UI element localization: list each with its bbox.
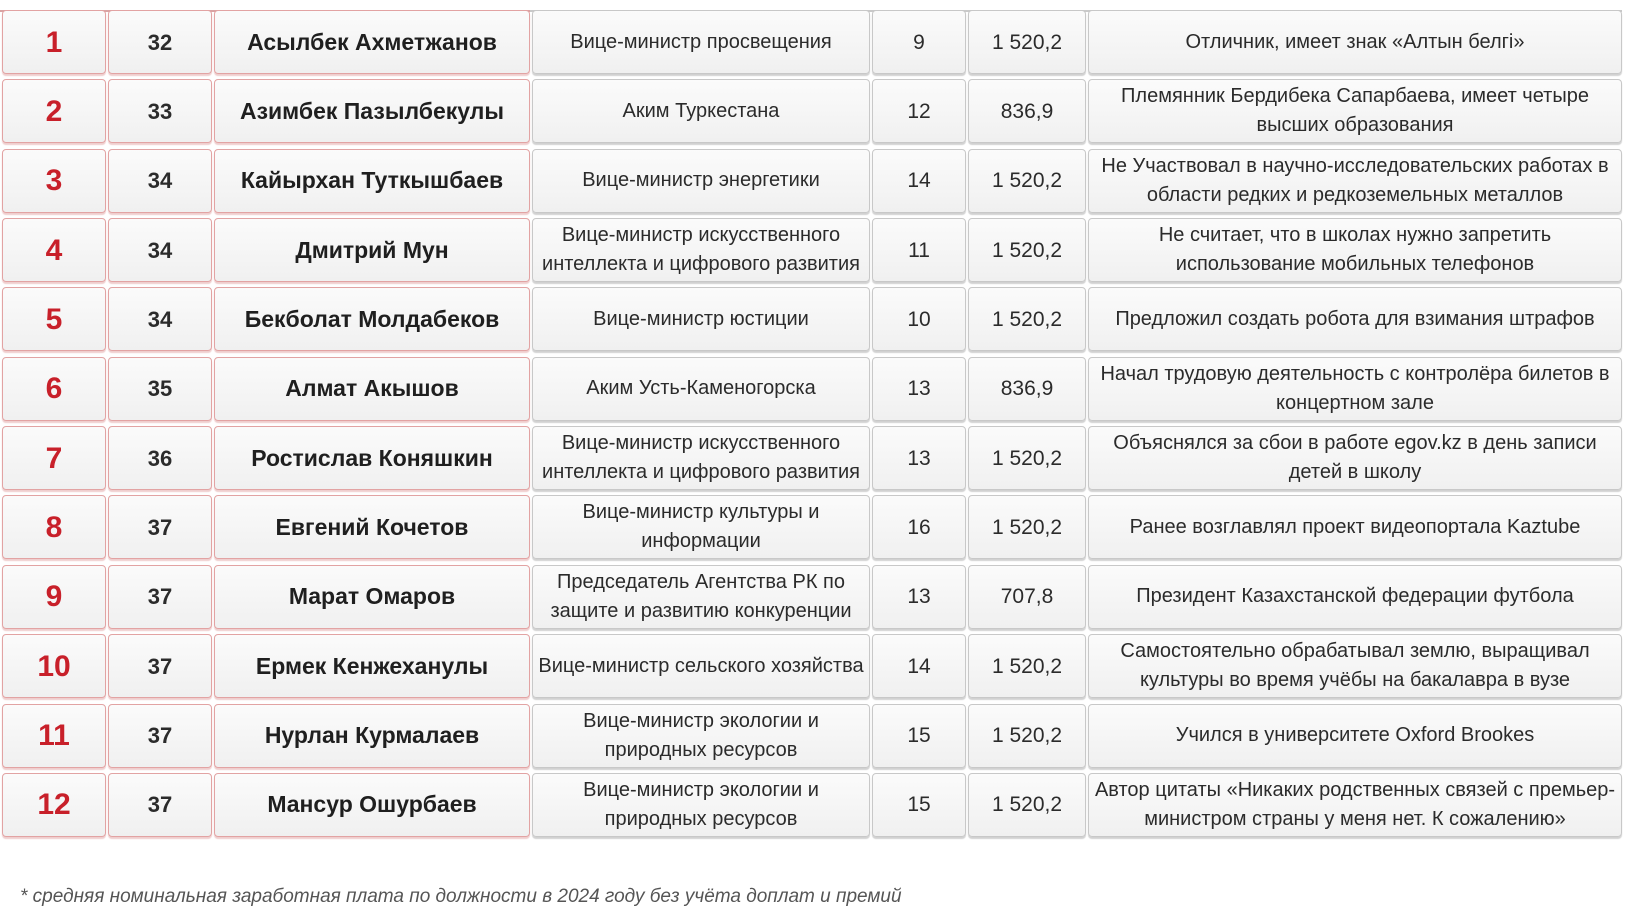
post-cell: [532, 426, 870, 490]
years-cell: [872, 287, 966, 351]
table-row: [0, 7, 1622, 80]
name-text: Азимбек Пазылбекулы: [239, 97, 505, 124]
note-cell: [1088, 495, 1622, 559]
salary-cell: [968, 79, 1086, 143]
note-cell: [1088, 426, 1622, 490]
age-cell: [108, 773, 212, 837]
rank-cell: [2, 565, 106, 629]
age-cell: [108, 426, 212, 490]
post-text: Аким Усть-Каменогорска: [586, 377, 816, 400]
post-cell: [532, 704, 870, 768]
years-cell: [872, 79, 966, 143]
post-text: Вице-министр сельского хозяйства: [538, 654, 864, 677]
salary-cell: [968, 10, 1086, 74]
note-cell: [1088, 634, 1622, 698]
note-cell: [1088, 704, 1622, 768]
table-row: [0, 284, 1622, 357]
note-text: Самостоятельно обрабатывал землю, выращивал культуры во время учёбы на бакалавра в вузе: [1120, 640, 1590, 692]
table-row: [0, 215, 1622, 288]
name-cell: [214, 357, 530, 421]
salary-text: 1 520,2: [991, 654, 1063, 678]
note-text: Учился в университете Oxford Brookes: [1175, 724, 1535, 746]
note-text: Предложил создать робота для взимания штрафов: [1115, 307, 1595, 330]
age-text: 37: [147, 792, 173, 818]
years-text: 9: [913, 30, 925, 54]
note-cell: [1088, 79, 1622, 143]
table-row: [0, 354, 1622, 427]
footnote: * средняя номинальная заработная плата по должности в 2024 году без учёта доплат и премий: [20, 886, 902, 907]
name-text: Ростислав Коняшкин: [251, 444, 493, 471]
years-text: 14: [907, 169, 931, 193]
name-text: Мансур Ошурбаев: [267, 791, 477, 818]
years-cell: [872, 426, 966, 490]
age-text: 37: [147, 584, 173, 610]
post-cell: [532, 357, 870, 421]
name-text: Асылбек Ахметжанов: [247, 28, 497, 55]
salary-text: 1 520,2: [991, 724, 1063, 747]
name-text: Дмитрий Мун: [295, 236, 449, 263]
post-text: Вице-министр искусственного интеллекта и цифрового развития: [542, 224, 860, 276]
salary-cell: [968, 426, 1086, 490]
note-cell: [1088, 149, 1622, 213]
name-text: Кайырхан Туткышбаев: [240, 167, 504, 194]
age-text: 37: [147, 514, 173, 540]
note-text: Ранее возглавлял проект видеопортала Kaztube: [1129, 515, 1581, 538]
age-text: 34: [147, 306, 173, 332]
age-text: 36: [147, 445, 173, 471]
note-text: Не Участвовал в научно-исследовательских работах в области редких и редкоземельных металлов: [1101, 154, 1609, 206]
post-text: Вице-министр искусственного интеллекта и цифрового развития: [542, 432, 860, 484]
salary-cell: [968, 218, 1086, 282]
age-cell: [108, 79, 212, 143]
note-text: Не считает, что в школах нужно запретить использование мобильных телефонов: [1158, 224, 1552, 276]
rank-cell: [2, 773, 106, 837]
rank-cell: [2, 218, 106, 282]
name-text: Бекболат Молдабеков: [244, 305, 500, 332]
age-cell: [108, 357, 212, 421]
rank-cell: [2, 495, 106, 559]
note-text: Президент Казахстанской федерации футбола: [1136, 585, 1574, 608]
rank-cell: [2, 426, 106, 490]
salary-text: 836,9: [1000, 377, 1054, 401]
rank-text: 1: [45, 25, 63, 59]
name-text: Алмат Акышов: [285, 375, 459, 402]
name-cell: [214, 79, 530, 143]
rank-text: 8: [45, 510, 63, 544]
age-text: 35: [147, 376, 173, 402]
note-text: Автор цитаты «Никаких родственных связей с премьер-министром страны у меня нет. К сожалению»: [1094, 778, 1616, 830]
age-text: 34: [147, 237, 173, 263]
name-cell: [214, 218, 530, 282]
note-text: Объяснялся за сбои в работе egov.kz в день записи детей в школу: [1113, 432, 1597, 484]
years-text: 11: [908, 238, 930, 262]
salary-text: 707,8: [1000, 585, 1054, 609]
salary-text: 1 520,2: [991, 515, 1063, 539]
table-row: [0, 701, 1622, 774]
post-cell: [532, 495, 870, 559]
salary-cell: [968, 565, 1086, 629]
table-row: [0, 770, 1622, 843]
rank-text: 10: [37, 649, 71, 683]
name-text: Нурлан Курмалаев: [264, 722, 480, 748]
rank-cell: [2, 10, 106, 74]
post-text: Аким Туркестана: [622, 99, 780, 122]
post-cell: [532, 79, 870, 143]
post-cell: [532, 149, 870, 213]
salary-cell: [968, 704, 1086, 768]
years-cell: [872, 773, 966, 837]
salary-cell: [968, 495, 1086, 559]
rank-text: 5: [45, 302, 63, 336]
name-text: Ермек Кенжеханулы: [255, 652, 489, 679]
years-cell: [872, 357, 966, 421]
post-text: Вице-министр просвещения: [570, 30, 832, 53]
table-row: [0, 492, 1622, 565]
note-text: Племянник Бердибека Сапарбаева, имеет четыре высших образования: [1121, 85, 1589, 137]
age-text: 33: [147, 98, 173, 124]
post-cell: [532, 565, 870, 629]
salary-cell: [968, 773, 1086, 837]
table-row: [0, 562, 1622, 635]
years-text: 15: [907, 724, 931, 747]
rank-text: 3: [45, 164, 63, 198]
years-cell: [872, 149, 966, 213]
age-text: 37: [147, 653, 173, 679]
years-text: 10: [907, 307, 931, 331]
salary-text: 1 520,2: [991, 30, 1063, 54]
name-cell: [214, 10, 530, 74]
rank-text: 2: [45, 94, 63, 128]
table-row: [0, 146, 1622, 219]
age-text: 37: [147, 723, 173, 748]
name-cell: [214, 634, 530, 698]
post-cell: [532, 218, 870, 282]
name-text: Марат Омаров: [288, 583, 456, 610]
age-cell: [108, 218, 212, 282]
note-cell: [1088, 565, 1622, 629]
name-cell: [214, 426, 530, 490]
years-text: 13: [907, 446, 931, 470]
age-cell: [108, 634, 212, 698]
rank-cell: [2, 149, 106, 213]
years-text: 15: [907, 793, 931, 817]
name-cell: [214, 704, 530, 768]
note-cell: [1088, 357, 1622, 421]
age-text: 34: [147, 168, 173, 194]
salary-text: 1 520,2: [991, 169, 1063, 193]
rank-text: 11: [38, 719, 70, 752]
rank-text: 9: [45, 580, 63, 614]
years-cell: [872, 704, 966, 768]
rank-text: 4: [45, 233, 63, 267]
post-cell: [532, 634, 870, 698]
note-cell: [1088, 10, 1622, 74]
years-text: 12: [907, 99, 931, 123]
rank-text: 6: [45, 372, 63, 406]
years-cell: [872, 495, 966, 559]
salary-text: 1 520,2: [991, 307, 1063, 331]
name-cell: [214, 149, 530, 213]
post-text: Вице-министр энергетики: [582, 169, 820, 192]
age-cell: [108, 287, 212, 351]
salary-text: 1 520,2: [991, 793, 1063, 817]
age-text: 32: [147, 29, 173, 55]
note-text: Начал трудовую деятельность с контролёра билетов в концертном зале: [1100, 362, 1610, 414]
name-cell: [214, 287, 530, 351]
post-cell: [532, 10, 870, 74]
salary-cell: [968, 357, 1086, 421]
name-text: Евгений Кочетов: [275, 513, 469, 540]
salary-cell: [968, 287, 1086, 351]
rank-cell: [2, 357, 106, 421]
rank-cell: [2, 287, 106, 351]
years-cell: [872, 565, 966, 629]
note-text: Отличник, имеет знак «Алтын белгі»: [1185, 30, 1525, 53]
post-text: Вице-министр экологии и природных ресурсов: [583, 709, 819, 761]
age-cell: [108, 565, 212, 629]
age-cell: [108, 495, 212, 559]
name-cell: [214, 495, 530, 559]
years-cell: [872, 634, 966, 698]
name-cell: [214, 773, 530, 837]
rank-cell: [2, 634, 106, 698]
age-cell: [108, 10, 212, 74]
years-text: 14: [907, 654, 931, 678]
salary-text: 1 520,2: [991, 238, 1063, 262]
years-text: 13: [907, 585, 931, 609]
rank-text: 7: [45, 441, 63, 475]
years-text: 13: [907, 377, 931, 401]
years-text: 16: [907, 515, 931, 539]
salary-cell: [968, 634, 1086, 698]
note-cell: [1088, 773, 1622, 837]
rank-text: 12: [37, 788, 71, 822]
rank-cell: [2, 704, 106, 768]
note-cell: [1088, 218, 1622, 282]
post-cell: [532, 287, 870, 351]
name-cell: [214, 565, 530, 629]
age-cell: [108, 149, 212, 213]
post-text: Вице-министр экологии и природных ресурсов: [583, 778, 819, 830]
table-row: [0, 631, 1622, 704]
table-row: [0, 423, 1622, 496]
age-cell: [108, 704, 212, 768]
post-cell: [532, 773, 870, 837]
salary-text: 1 520,2: [991, 446, 1063, 470]
years-cell: [872, 218, 966, 282]
note-cell: [1088, 287, 1622, 351]
post-text: Вице-министр культуры и информации: [582, 501, 820, 553]
years-cell: [872, 10, 966, 74]
post-text: Председатель Агентства РК по защите и развитию конкуренции: [550, 570, 852, 622]
salary-text: 836,9: [1000, 99, 1054, 123]
salary-cell: [968, 149, 1086, 213]
post-text: Вице-министр юстиции: [593, 307, 809, 330]
table-row: [0, 76, 1622, 149]
rank-cell: [2, 79, 106, 143]
